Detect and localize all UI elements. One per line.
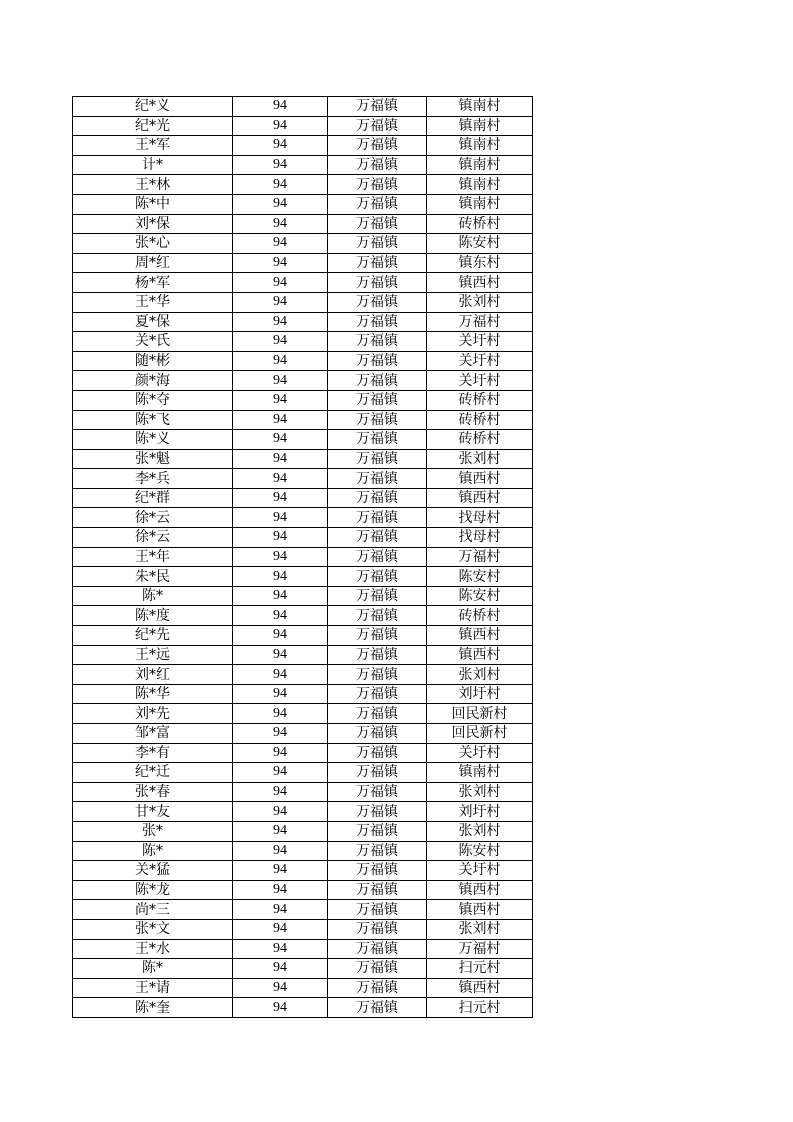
cell-town: 万福镇 [328,410,427,430]
cell-village: 镇南村 [427,155,533,175]
cell-name: 李*有 [73,743,233,763]
cell-village: 张刘村 [427,665,533,685]
cell-town: 万福镇 [328,390,427,410]
cell-age: 94 [233,998,328,1018]
table-row [73,900,533,920]
cell-name: 王*远 [73,645,233,665]
cell-town: 万福镇 [328,547,427,567]
table-row [73,704,533,724]
cell-age: 94 [233,919,328,939]
cell-age: 94 [233,449,328,469]
table-row [73,528,533,548]
table-row [73,234,533,254]
cell-age: 94 [233,234,328,254]
cell-town: 万福镇 [328,528,427,548]
cell-town: 万福镇 [328,449,427,469]
cell-name: 张*文 [73,919,233,939]
cell-age: 94 [233,332,328,352]
table-row [73,390,533,410]
cell-name: 陈*龙 [73,880,233,900]
cell-name: 邹*富 [73,724,233,744]
table-row [73,273,533,293]
cell-age: 94 [233,390,328,410]
cell-name: 陈*华 [73,684,233,704]
table-row [73,292,533,312]
cell-age: 94 [233,821,328,841]
table-row [73,410,533,430]
table-row [73,116,533,136]
cell-name: 陈*义 [73,430,233,450]
cell-age: 94 [233,253,328,273]
cell-town: 万福镇 [328,880,427,900]
cell-age: 94 [233,900,328,920]
cell-age: 94 [233,136,328,156]
table-row [73,626,533,646]
cell-name: 王*年 [73,547,233,567]
cell-village: 刘圩村 [427,802,533,822]
cell-village: 找母村 [427,528,533,548]
cell-town: 万福镇 [328,841,427,861]
cell-age: 94 [233,606,328,626]
cell-town: 万福镇 [328,645,427,665]
cell-town: 万福镇 [328,567,427,587]
cell-name: 李*兵 [73,469,233,489]
cell-town: 万福镇 [328,234,427,254]
cell-name: 周*红 [73,253,233,273]
cell-village: 张刘村 [427,919,533,939]
table-row [73,253,533,273]
cell-town: 万福镇 [328,430,427,450]
cell-town: 万福镇 [328,253,427,273]
cell-name: 杨*军 [73,273,233,293]
cell-village: 张刘村 [427,292,533,312]
cell-town: 万福镇 [328,371,427,391]
table-row [73,978,533,998]
cell-age: 94 [233,763,328,783]
cell-age: 94 [233,528,328,548]
cell-town: 万福镇 [328,175,427,195]
cell-age: 94 [233,645,328,665]
cell-age: 94 [233,194,328,214]
cell-village: 镇西村 [427,645,533,665]
cell-village: 陈安村 [427,234,533,254]
cell-name: 陈*夺 [73,390,233,410]
cell-village: 陈安村 [427,586,533,606]
cell-village: 镇西村 [427,626,533,646]
table-row [73,724,533,744]
cell-village: 镇西村 [427,273,533,293]
cell-town: 万福镇 [328,665,427,685]
cell-village: 镇西村 [427,469,533,489]
cell-village: 砖桥村 [427,214,533,234]
table-row [73,371,533,391]
cell-town: 万福镇 [328,763,427,783]
cell-name: 夏*保 [73,312,233,332]
cell-name: 张*魁 [73,449,233,469]
cell-town: 万福镇 [328,959,427,979]
cell-name: 陈* [73,959,233,979]
cell-name: 纪*迁 [73,763,233,783]
cell-name: 王*军 [73,136,233,156]
cell-age: 94 [233,488,328,508]
cell-town: 万福镇 [328,508,427,528]
cell-town: 万福镇 [328,97,427,117]
cell-town: 万福镇 [328,743,427,763]
cell-village: 镇南村 [427,175,533,195]
cell-town: 万福镇 [328,998,427,1018]
cell-name: 关*猛 [73,861,233,881]
cell-name: 纪*先 [73,626,233,646]
table-row [73,782,533,802]
table-row [73,547,533,567]
cell-age: 94 [233,97,328,117]
cell-age: 94 [233,665,328,685]
table-row [73,351,533,371]
cell-town: 万福镇 [328,136,427,156]
cell-town: 万福镇 [328,469,427,489]
cell-village: 砖桥村 [427,430,533,450]
cell-age: 94 [233,586,328,606]
cell-name: 尚*三 [73,900,233,920]
cell-village: 扫元村 [427,998,533,1018]
table-row [73,508,533,528]
cell-age: 94 [233,782,328,802]
cell-town: 万福镇 [328,586,427,606]
cell-age: 94 [233,841,328,861]
cell-age: 94 [233,508,328,528]
table-row [73,645,533,665]
table-row [73,841,533,861]
cell-name: 纪*光 [73,116,233,136]
cell-name: 王*水 [73,939,233,959]
cell-village: 镇南村 [427,763,533,783]
cell-age: 94 [233,273,328,293]
table-row [73,763,533,783]
table-row [73,959,533,979]
cell-age: 94 [233,292,328,312]
table-body [73,97,533,1018]
cell-age: 94 [233,469,328,489]
cell-town: 万福镇 [328,704,427,724]
cell-age: 94 [233,743,328,763]
cell-name: 朱*民 [73,567,233,587]
table-row [73,586,533,606]
cell-age: 94 [233,978,328,998]
table-row [73,861,533,881]
cell-village: 陈安村 [427,567,533,587]
cell-name: 王*华 [73,292,233,312]
cell-village: 镇西村 [427,488,533,508]
table-row [73,919,533,939]
cell-town: 万福镇 [328,782,427,802]
cell-name: 刘*红 [73,665,233,685]
cell-age: 94 [233,684,328,704]
cell-village: 关圩村 [427,371,533,391]
cell-name: 陈*飞 [73,410,233,430]
cell-town: 万福镇 [328,332,427,352]
table-row [73,136,533,156]
cell-town: 万福镇 [328,978,427,998]
cell-age: 94 [233,175,328,195]
cell-village: 刘圩村 [427,684,533,704]
cell-town: 万福镇 [328,724,427,744]
cell-village: 张刘村 [427,821,533,841]
cell-age: 94 [233,724,328,744]
table-row [73,332,533,352]
cell-name: 陈*度 [73,606,233,626]
cell-town: 万福镇 [328,861,427,881]
cell-age: 94 [233,626,328,646]
cell-village: 砖桥村 [427,390,533,410]
cell-name: 张* [73,821,233,841]
cell-town: 万福镇 [328,292,427,312]
cell-name: 张*心 [73,234,233,254]
cell-age: 94 [233,880,328,900]
cell-town: 万福镇 [328,821,427,841]
cell-town: 万福镇 [328,900,427,920]
cell-age: 94 [233,371,328,391]
cell-village: 张刘村 [427,782,533,802]
cell-village: 砖桥村 [427,606,533,626]
cell-town: 万福镇 [328,939,427,959]
cell-town: 万福镇 [328,684,427,704]
cell-name: 纪*义 [73,97,233,117]
cell-name: 徐*云 [73,528,233,548]
table-row [73,97,533,117]
cell-name: 随*彬 [73,351,233,371]
cell-age: 94 [233,351,328,371]
cell-name: 王*林 [73,175,233,195]
table-row [73,998,533,1018]
cell-name: 刘*先 [73,704,233,724]
cell-town: 万福镇 [328,606,427,626]
cell-village: 回民新村 [427,704,533,724]
table-row [73,155,533,175]
cell-town: 万福镇 [328,351,427,371]
cell-village: 关圩村 [427,351,533,371]
cell-age: 94 [233,410,328,430]
cell-age: 94 [233,861,328,881]
table-row [73,802,533,822]
cell-name: 甘*友 [73,802,233,822]
cell-name: 陈* [73,586,233,606]
table-row [73,821,533,841]
table-row [73,214,533,234]
cell-village: 万福村 [427,312,533,332]
table-row [73,567,533,587]
cell-age: 94 [233,939,328,959]
table-row [73,684,533,704]
cell-age: 94 [233,214,328,234]
table-row [73,880,533,900]
cell-village: 关圩村 [427,861,533,881]
cell-village: 回民新村 [427,724,533,744]
cell-village: 砖桥村 [427,410,533,430]
cell-name: 张*春 [73,782,233,802]
cell-village: 镇南村 [427,116,533,136]
cell-age: 94 [233,547,328,567]
table-row [73,939,533,959]
cell-town: 万福镇 [328,194,427,214]
cell-town: 万福镇 [328,214,427,234]
cell-name: 关*氏 [73,332,233,352]
cell-village: 关圩村 [427,743,533,763]
table-row [73,665,533,685]
cell-age: 94 [233,430,328,450]
cell-name: 陈* [73,841,233,861]
table-row [73,449,533,469]
table-row [73,175,533,195]
table-row [73,469,533,489]
cell-town: 万福镇 [328,488,427,508]
table-row [73,312,533,332]
cell-town: 万福镇 [328,273,427,293]
cell-village: 镇东村 [427,253,533,273]
cell-village: 张刘村 [427,449,533,469]
cell-village: 扫元村 [427,959,533,979]
cell-name: 纪*群 [73,488,233,508]
cell-age: 94 [233,116,328,136]
cell-name: 陈*奎 [73,998,233,1018]
cell-age: 94 [233,959,328,979]
cell-village: 关圩村 [427,332,533,352]
table-row [73,430,533,450]
cell-village: 镇南村 [427,136,533,156]
cell-village: 镇西村 [427,900,533,920]
table-row [73,488,533,508]
cell-age: 94 [233,704,328,724]
cell-town: 万福镇 [328,116,427,136]
cell-village: 万福村 [427,547,533,567]
cell-town: 万福镇 [328,919,427,939]
table-row [73,606,533,626]
cell-name: 陈*中 [73,194,233,214]
table-row [73,194,533,214]
cell-age: 94 [233,155,328,175]
table-row [73,743,533,763]
cell-town: 万福镇 [328,312,427,332]
cell-village: 镇西村 [427,880,533,900]
cell-town: 万福镇 [328,155,427,175]
cell-town: 万福镇 [328,802,427,822]
cell-name: 王*请 [73,978,233,998]
cell-name: 计* [73,155,233,175]
cell-village: 镇南村 [427,97,533,117]
cell-village: 镇南村 [427,194,533,214]
cell-name: 刘*保 [73,214,233,234]
cell-village: 镇西村 [427,978,533,998]
cell-village: 万福村 [427,939,533,959]
cell-town: 万福镇 [328,626,427,646]
cell-village: 陈安村 [427,841,533,861]
cell-age: 94 [233,802,328,822]
data-table [72,96,533,1018]
cell-name: 颜*海 [73,371,233,391]
cell-age: 94 [233,312,328,332]
cell-village: 找母村 [427,508,533,528]
cell-age: 94 [233,567,328,587]
cell-name: 徐*云 [73,508,233,528]
